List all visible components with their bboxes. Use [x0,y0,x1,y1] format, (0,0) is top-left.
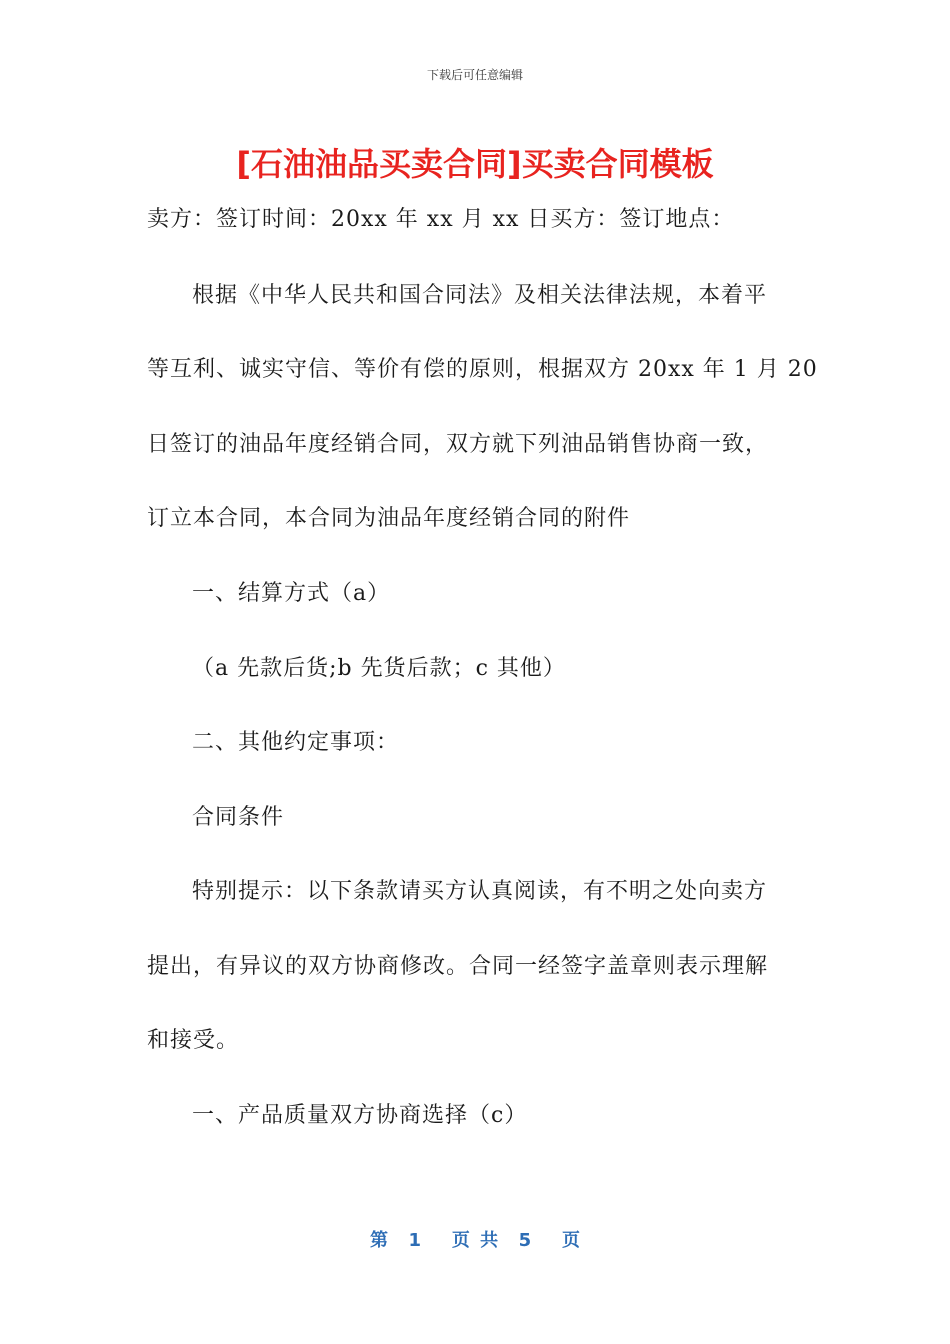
body-line: 卖方：签订时间：20xx 年 xx 月 xx 日买方：签订地点： [147,207,735,232]
body-line: 等互利、诚实守信、等价有偿的原则，根据双方 20xx 年 1 月 20 [147,357,818,382]
page-footer: 第 1 页 共 5 页 [370,1230,580,1251]
header-note: 下载后可任意编辑 [426,68,523,82]
body-line: 二、其他约定事项： [192,730,400,755]
body-line: 合同条件 [192,805,285,830]
body-line: 一、结算方式（a） [192,581,391,606]
body-line: 特别提示：以下条款请买方认真阅读，有不明之处向卖方 [192,879,768,904]
document-title: [石油油品买卖合同]买卖合同模板 [236,145,714,183]
body-line: 一、产品质量双方协商选择（c） [192,1103,528,1128]
body-line: 提出，有异议的双方协商修改。合同一经签字盖章则表示理解 [147,954,769,979]
body-line: 和接受。 [147,1028,240,1053]
body-line: 日签订的油品年度经销合同，双方就下列油品销售协商一致， [147,432,769,457]
body-line: 订立本合同，本合同为油品年度经销合同的附件 [147,506,631,531]
body-line: （a 先款后货;b 先货后款；c 其他） [192,656,566,681]
body-line: 根据《中华人民共和国合同法》及相关法律法规，本着平 [192,283,768,308]
